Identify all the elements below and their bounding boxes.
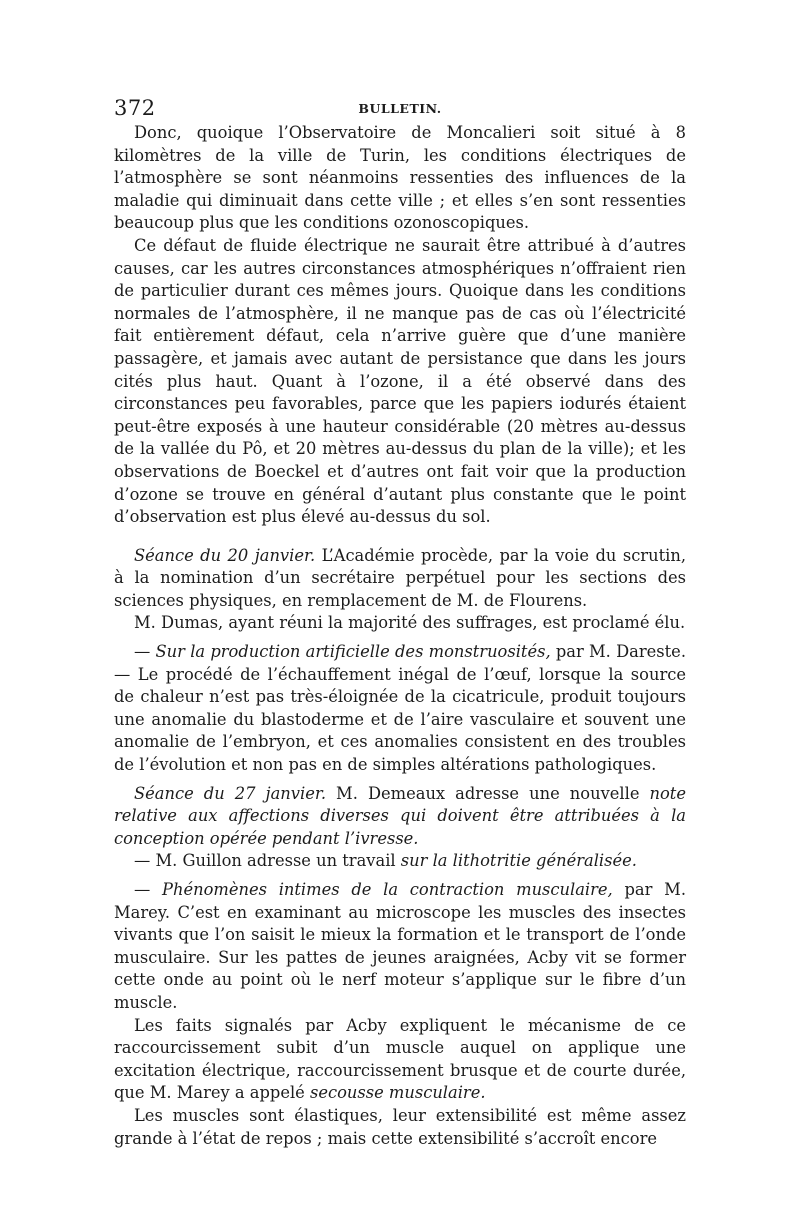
session-date: Séance du 20 janvier. [134, 545, 316, 565]
term: secousse musculaire. [310, 1083, 486, 1103]
paragraph-acby [114, 1015, 686, 1105]
paragraph-text: L’Académie procède, par la voie du scrutin, à la nomination d’un secrétaire perpétuel pour les sections des sciences physiques, en remplacement de M. de Flourens. [114, 545, 686, 610]
paragraph-text: par M. Dareste. — Le procédé de l’échauffement inégal de l’œuf, lorsque la source de chaleur n’est pas très-éloignée de la cicatricule, produit toujours une anomalie du blastoderme et de l’aire vasculaire et souvent une anomalie de l’embryon, et ces anomalies consistent en des troubles de l’évolution et non pas en de simples altérations pathologiques. [114, 642, 686, 775]
paragraph-dumas: M. Dumas, ayant réuni la majorité des suffrages, est proclamé élu. [134, 613, 686, 633]
paragraph-marey: — Phénomènes intimes de la contraction musculaire, par M. Marey. C’est en examinant au microscope les muscles des insectes vivants que l’on saisit le mieux la formation et le transport de l’onde musculaire. Sur les pattes de jeunes araignées, Acby vit se former cette onde au point où le nerf moteur s’applique sur le fibre d’un muscle. [114, 880, 686, 1012]
article-title: Sur la production artificielle des monstruosités, [155, 642, 551, 662]
article-title: Phénomènes intimes de la contraction musculaire, [162, 880, 613, 899]
paragraph-text: par M. Marey. C’est en examinant au microscope les muscles des insectes vivants que l’on saisit le mieux la formation et le transport de l’onde musculaire. Sur les pattes de jeunes araignées, Acby vit se former cette onde au point où le nerf moteur s’applique sur le fibre d’un muscle. [114, 880, 686, 1012]
article-title: sur la lithotritie généralisée. [400, 851, 637, 871]
paragraph-1: Donc, quoique l’Observatoire de Moncalieri soit situé à 8 kilomètres de la ville de Turin, les conditions électriques de l’atmosphère se sont néanmoins ressenties des influences de la maladie qui diminuait dans cette ville ; et elles s’en sont ressenties beaucoup plus que les conditions ozonoscopiques. [114, 123, 686, 233]
paragraph-seance-27-janvier [114, 783, 686, 851]
body-text [114, 122, 686, 1150]
paragraph-guillon [114, 850, 686, 873]
paragraph-muscles: Les muscles sont élastiques, leur extensibilité est même assez grande à l’état de repos ; mais cette extensibilité s’accroît encore [114, 1105, 686, 1148]
article-title: note relative aux affections diverses qui doivent être attribuées à la conception opérée pendant l’ivresse. [114, 783, 686, 848]
paragraph-2: Ce défaut de fluide électrique ne saurait être attribué à d’autres causes, car les autres circonstances atmosphériques n’offraient rien de particulier durant ces mêmes jours. Quoique dans les conditions normales de l’atmosphère, il ne manque pas de cas où l’électricité fait entièrement défaut, cela n’arrive guère que d’une manière passagère, et jamais avec autant de persistance que dans les jours cités plus haut. Quant à l’ozone, il a été observé dans des circonstances peu favorables, parce que les papiers iodurés étaient peut-être exposés à une hauteur considérable (20 mètres au-dessus de la vallée du Pô, et 20 mètres au-dessus du plan de la ville); et les observations de Boeckel et d’autres ont fait voir que la production d’ozone se trouve en général d’autant plus constante que le point d’observation est plus élevé au-dessus du sol. [114, 235, 686, 527]
running-head: BULLETIN. [358, 101, 442, 116]
paragraph-seance-20-janvier [114, 545, 686, 613]
page [114, 96, 686, 1150]
paragraph-text: Les faits signalés par Acby expliquent le mécanisme de ce raccourcissement subit d’un muscle auquel on applique une excitation électrique, raccourcissement brusque et de courte durée, que M. Marey a appelé [114, 1015, 686, 1103]
page-header [114, 96, 686, 122]
session-date: Séance du 27 janvier. [134, 783, 326, 803]
page-number: 372 [114, 96, 156, 120]
paragraph-dareste: — Sur la production artificielle des monstruosités, par M. Dareste. — Le procédé de l’échauffement inégal de l’œuf, lorsque la source de chaleur n’est pas très-éloignée de la cicatricule, produit toujours une anomalie du blastoderme et de l’aire vasculaire et souvent une anomalie de l’embryon, et ces anomalies consistent en des troubles de l’évolution et non pas en de simples altérations pathologiques. [114, 642, 686, 775]
paragraph-text: M. Demeaux adresse une nouvelle [326, 783, 650, 803]
paragraph-text: — M. Guillon adresse un travail [134, 851, 401, 871]
